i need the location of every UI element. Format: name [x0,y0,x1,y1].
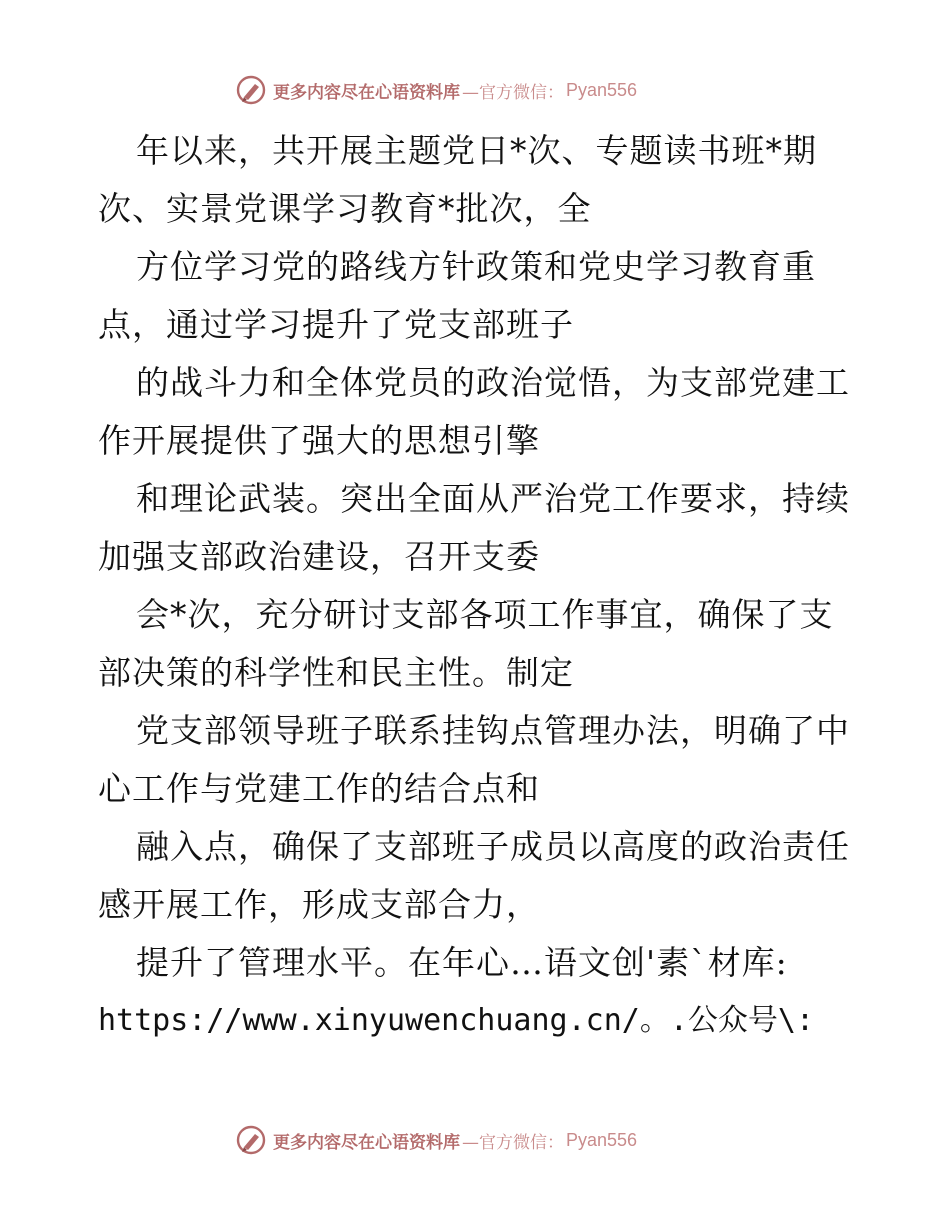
text-line: 心工作与党建工作的结合点和 [98,769,540,808]
text-line: 感开展工作，形成支部合力， [98,885,540,924]
text-line: 会*次，充分研讨支部各项工作事宜，确保了支 [136,595,834,634]
text-line: 和理论武装。突出全面从严治党工作要求，持续 [136,479,850,518]
text-line: 方位学习党的路线方针政策和党史学习教育重 [136,247,816,286]
url-line: https://www.xinyuwenchuang.cn/。.公众号\: [98,1003,815,1038]
text-line: 作开展提供了强大的思想引擎 [98,421,540,460]
header-watermark [235,72,715,108]
text-line: 提升了管理水平。在年心…语文创'素`材库: [136,943,788,982]
header-library-text: 更多内容尽在心语资料库 [273,82,460,103]
header-wechat-id: Pyan556 [566,79,638,100]
text-line: 部决策的科学性和民主性。制定 [98,653,574,692]
text-line: 加强支部政治建设，召开支委 [98,537,540,576]
text-line: 次、实景党课学习教育*批次，全 [98,189,592,228]
pen-logo-icon [235,1124,267,1156]
document-body [98,122,858,1050]
text-line: 融入点，确保了支部班子成员以高度的政治责任 [136,827,850,866]
header-official-wechat-label: —官方微信： [462,82,564,103]
text-line: 党支部领导班子联系挂钩点管理办法，明确了中 [136,711,850,750]
text-line: 年以来，共开展主题党日*次、专题读书班*期 [136,131,817,170]
pen-logo-icon [235,74,267,106]
footer-library-text: 更多内容尽在心语资料库 [273,1132,460,1153]
footer-watermark [235,1122,715,1158]
footer-wechat-id: Pyan556 [566,1129,638,1150]
text-line: 的战斗力和全体党员的政治觉悟，为支部党建工 [136,363,850,402]
footer-official-wechat-label: —官方微信： [462,1132,564,1153]
text-line: 点，通过学习提升了党支部班子 [98,305,574,344]
